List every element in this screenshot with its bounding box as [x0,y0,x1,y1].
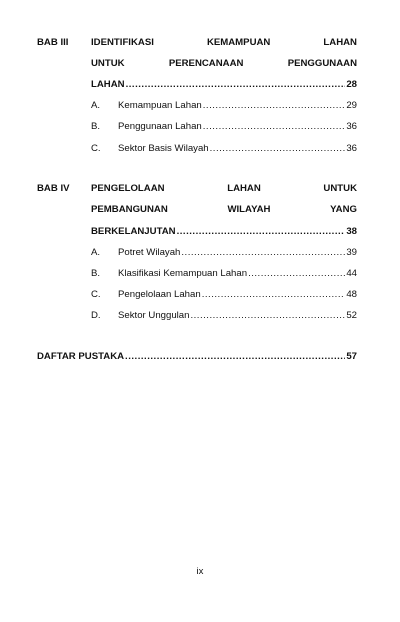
chapter-4-heading-line-1 [37,183,357,196]
leader-dots [248,268,345,279]
chapter-title-final: BERKELANJUTAN [91,226,176,237]
section-entry[interactable] [37,268,357,281]
section-title: Penggunaan Lahan [118,121,202,132]
page-number: 36 [346,121,357,132]
section-letter: B. [91,121,101,132]
chapter-4-toc-entry[interactable] [37,226,357,239]
section-entry[interactable] [37,289,357,302]
page-number: 52 [346,310,357,321]
section-title: Sektor Basis Wilayah [118,143,209,154]
section-entry[interactable] [37,247,357,260]
chapter-title-final: LAHAN [91,79,125,90]
page-number: 38 [346,226,357,237]
chapter-title-word: PEMBANGUNAN [91,204,168,215]
chapter-title-word: PERENCANAAN [168,58,244,69]
chapter-title-word: IDENTIFIKASI [91,37,154,48]
section-entry[interactable] [37,100,357,113]
chapter-title-line [91,58,357,69]
section-title: Klasifikasi Kemampuan Lahan [118,268,248,279]
section-letter: A. [91,100,101,111]
chapter-title-word: WILAYAH [227,204,271,215]
bibliography-title: DAFTAR PUSTAKA [37,351,125,362]
chapter-3-heading-line-2 [37,58,357,71]
page-number: 48 [346,289,357,300]
chapter-4-heading-line-2 [37,204,357,217]
chapter-title-word: PENGGUNAAN [287,58,357,69]
section-entry[interactable] [37,143,357,156]
section-letter: C. [91,143,101,154]
page-number: 28 [346,79,357,90]
page-number: 39 [346,247,357,258]
section-title: Potret Wilayah [118,247,181,258]
leader-dots [190,310,345,321]
section-entry[interactable] [37,310,357,323]
chapter-title-line [91,183,357,194]
section-letter: D. [91,310,101,321]
leader-dots [181,247,345,258]
leader-dots [203,121,346,132]
section-entry[interactable] [37,121,357,134]
page-number: 29 [346,100,357,111]
page-number: 44 [346,268,357,279]
leader-dots [203,100,346,111]
chapter-title-line [91,204,357,215]
chapter-number: BAB III [37,37,69,48]
page-number: 36 [346,143,357,154]
page-number: 57 [346,351,357,362]
section-letter: B. [91,268,101,279]
chapter-title-word: UNTUK [91,58,125,69]
chapter-title-word: LAHAN [227,183,261,194]
chapter-title-word: KEMAMPUAN [206,37,271,48]
leader-dots [177,226,346,237]
section-title: Sektor Unggulan [118,310,190,321]
chapter-title-word: YANG [330,204,357,215]
chapter-title-word: PENGELOLAAN [91,183,165,194]
chapter-3-heading-line-1 [37,37,357,50]
leader-dots [125,351,345,362]
chapter-title-word: LAHAN [323,37,357,48]
chapter-title-word: UNTUK [323,183,357,194]
leader-dots [202,289,346,300]
page-folio: ix [196,566,204,577]
leader-dots [126,79,346,90]
chapter-3-toc-entry[interactable] [37,79,357,92]
section-letter: A. [91,247,101,258]
section-letter: C. [91,289,101,300]
section-title: Pengelolaan Lahan [118,289,201,300]
chapter-number: BAB IV [37,183,70,194]
section-title: Kemampuan Lahan [118,100,202,111]
bibliography-toc-entry[interactable] [37,351,357,364]
chapter-title-line [91,37,357,48]
leader-dots [210,143,346,154]
